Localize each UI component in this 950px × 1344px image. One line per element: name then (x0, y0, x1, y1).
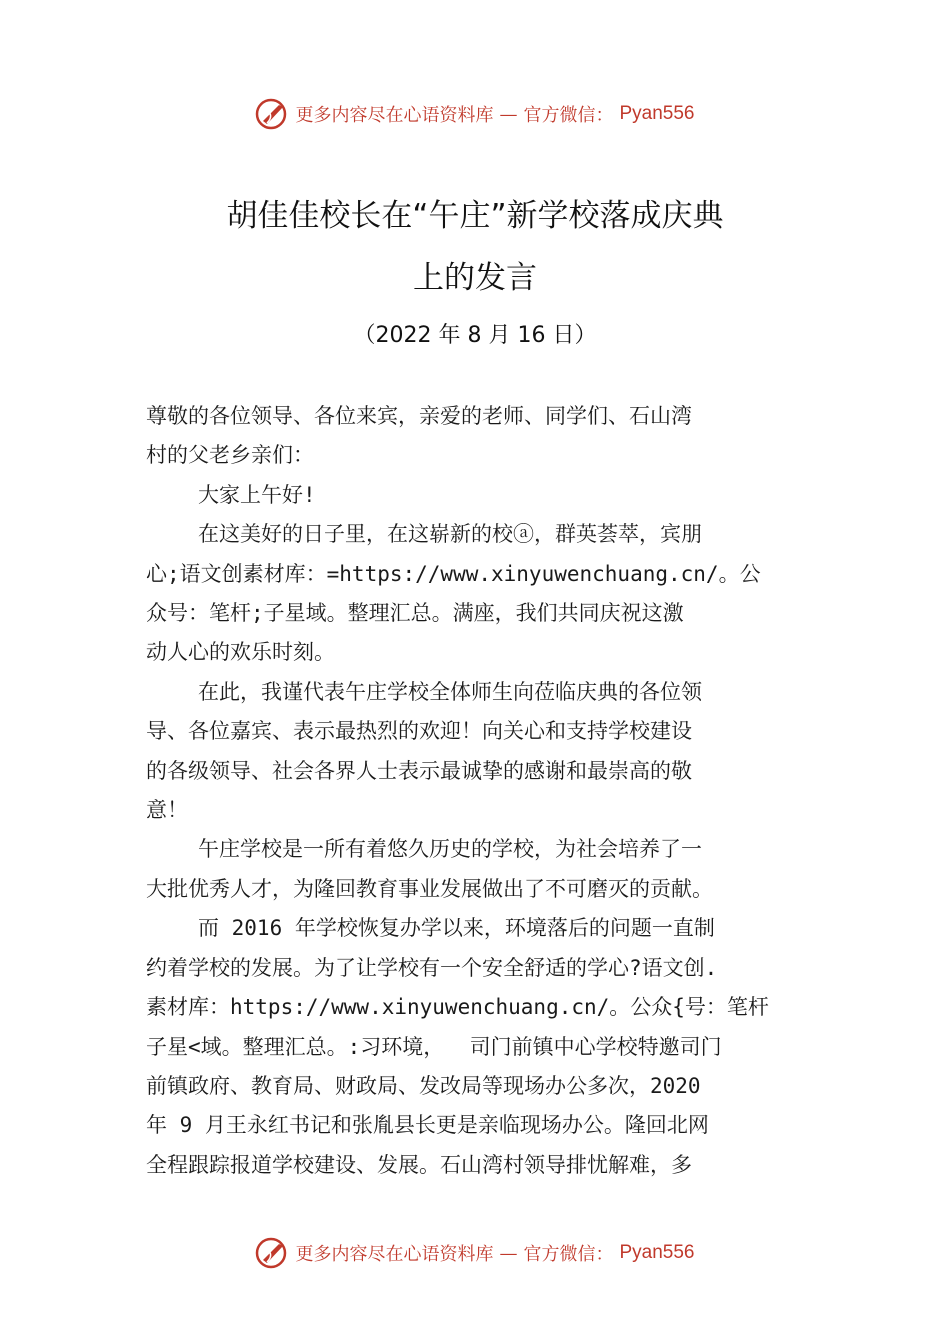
body-line: 前镇政府、教育局、财政局、发改局等现场办公多次，2020 (146, 1073, 701, 1098)
body-line: 年 9 月王永红书记和张胤县长更是亲临现场办公。隆回北网 (146, 1113, 709, 1138)
body-line: 意！ (146, 798, 188, 823)
footer-watermark (0, 1233, 950, 1273)
body-line: 众号：笔杆;子星域。整理汇总。满座，我们共同庆祝这激 (146, 601, 684, 626)
watermark-dash: — (499, 103, 518, 125)
body-line: 的各级领导、社会各界人士表示最诚挚的感谢和最崇高的敬 (146, 758, 692, 783)
page-title-line-1: 胡佳佳校长在“午庄”新学校落成庆典 (226, 198, 724, 234)
watermark-library-text: 更多内容尽在心语资料库 (295, 105, 494, 126)
body-line: 大批优秀人才，为隆回教育事业发展做出了不可磨灭的贡献。 (146, 876, 713, 901)
watermark-wechat-label: 官方微信： (523, 105, 614, 126)
body-line: 全程跟踪报道学校建设、发展。石山湾村领导排忧解难，多 (146, 1152, 692, 1177)
pen-logo-icon (255, 97, 289, 131)
body-line: 尊敬的各位领导、各位来宾，亲爱的老师、同学们、石山湾 (146, 404, 692, 428)
body-line: 而 2016 年学校恢复办学以来，环境落后的问题一直制 (198, 916, 715, 941)
speech-date: （2022 年 8 月 16 日） (353, 323, 597, 348)
watermark-dash: — (499, 1242, 518, 1264)
body-line: 午庄学校是一所有着悠久历史的学校，为社会培养了一 (198, 837, 702, 862)
body-line: 子星<域。整理汇总。:习环境， 司门前镇中心学校特邀司门 (146, 1034, 722, 1059)
body-line: 在这美好的日子里，在这崭新的校ⓐ，群英荟萃，宾朋 (198, 522, 702, 547)
speech-body (146, 397, 836, 1185)
body-line: 大家上午好! (198, 482, 316, 507)
watermark-wechat-id: Pyan556 (619, 1242, 695, 1263)
body-line: 村的父老乡亲们： (146, 443, 314, 468)
body-line: 心;语文创素材库：=https://www.xinyuwenchuang.cn/。公 (146, 561, 761, 586)
body-line: 素材库：https://www.xinyuwenchuang.cn/。公众{号：笔杆 (146, 995, 769, 1020)
body-line: 约着学校的发展。为了让学校有一个安全舒适的学心?语文创. (146, 955, 718, 980)
body-line: 动人心的欢乐时刻。 (146, 640, 335, 665)
watermark-library-text: 更多内容尽在心语资料库 (295, 1244, 494, 1265)
watermark-wechat-label: 官方微信： (523, 1244, 614, 1265)
page-title-line-2: 上的发言 (413, 260, 537, 296)
header-watermark (0, 94, 950, 134)
body-line: 在此，我谨代表午庄学校全体师生向莅临庆典的各位领 (198, 679, 702, 704)
body-line: 导、各位嘉宾、表示最热烈的欢迎！向关心和支持学校建设 (146, 719, 692, 744)
pen-logo-icon (255, 1236, 289, 1270)
watermark-wechat-id: Pyan556 (619, 103, 695, 124)
